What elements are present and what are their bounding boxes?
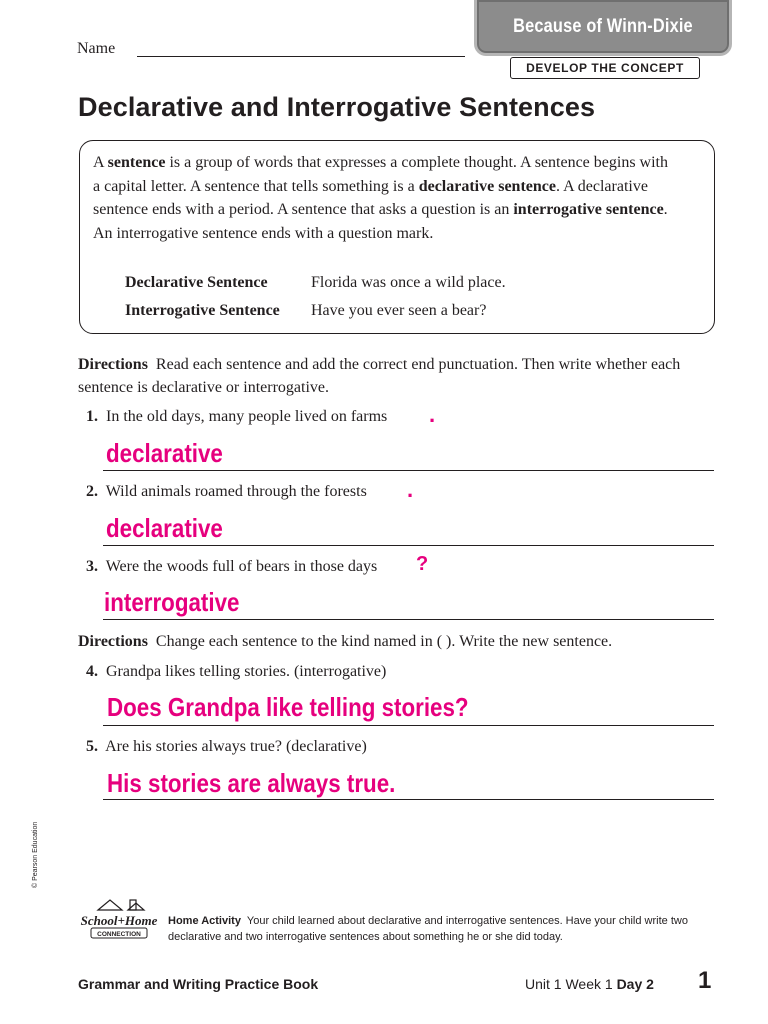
footer-unit-week: Unit 1 Week 1 Day 2 [525, 976, 654, 992]
question-2: 2. Wild animals roamed through the forests [86, 483, 367, 500]
copyright: © Pearson Education [32, 821, 39, 888]
example-text-interrogative: Have you ever seen a bear? [311, 302, 487, 319]
svg-text:School+Home: School+Home [80, 913, 158, 928]
answer-4[interactable]: Does Grandpa like telling stories? [107, 692, 469, 722]
directions-1: Directions Read each sentence and add the correct end punctuation. Then write whether each sentence is declarative or interrogative. [78, 356, 681, 396]
concept-text: A sentence is a group of words that expresses a complete thought. A sentence begins with a capital letter. A sentence that tells something is a declarative sentence. A declarative sentence ends with a period. A sentence that asks a question is an interrogative sentence. An interrogative sentence ends with a question mark. [93, 154, 668, 243]
answer-line-2 [103, 545, 714, 546]
name-line[interactable] [137, 56, 465, 57]
example-text-declarative: Florida was once a wild place. [311, 274, 506, 291]
answer-line-3 [103, 619, 714, 620]
answer-line-4 [103, 725, 714, 726]
question-3-punctuation: ? [416, 553, 429, 575]
answer-line-5 [103, 799, 714, 800]
lesson-title: Because of Winn-Dixie [513, 16, 693, 37]
name-label: Name [77, 40, 116, 57]
example-label-declarative: Declarative Sentence [125, 274, 268, 291]
concept-label: DEVELOP THE CONCEPT [510, 57, 700, 79]
concept-box [79, 140, 715, 334]
lesson-tab [474, 0, 732, 56]
question-1-punctuation: . [429, 402, 436, 427]
home-activity: Home Activity Your child learned about declarative and interrogative sentences. Have your child write two declarative and two interrogative sentences about something he or she did today. [168, 915, 688, 943]
answer-3[interactable]: interrogative [104, 587, 240, 617]
answer-5[interactable]: His stories are always true. [107, 768, 396, 798]
answer-2[interactable]: declarative [106, 513, 223, 543]
question-4: 4. Grandpa likes telling stories. (interrogative) [86, 663, 387, 680]
school-home-logo-icon [76, 896, 162, 944]
svg-text:CONNECTION: CONNECTION [97, 931, 141, 938]
question-5: 5. Are his stories always true? (declarative) [86, 738, 367, 755]
directions-2: Directions Change each sentence to the kind named in ( ). Write the new sentence. [78, 633, 613, 650]
question-1: 1. In the old days, many people lived on farms [86, 408, 388, 425]
question-3: 3. Were the woods full of bears in those days [86, 558, 378, 575]
page-number: 1 [698, 967, 712, 994]
answer-line-1 [103, 470, 714, 471]
answer-1[interactable]: declarative [106, 438, 223, 468]
footer-book-title: Grammar and Writing Practice Book [78, 976, 319, 992]
page-title: Declarative and Interrogative Sentences [78, 92, 596, 122]
question-2-punctuation: . [407, 477, 414, 502]
example-label-interrogative: Interrogative Sentence [125, 302, 280, 319]
